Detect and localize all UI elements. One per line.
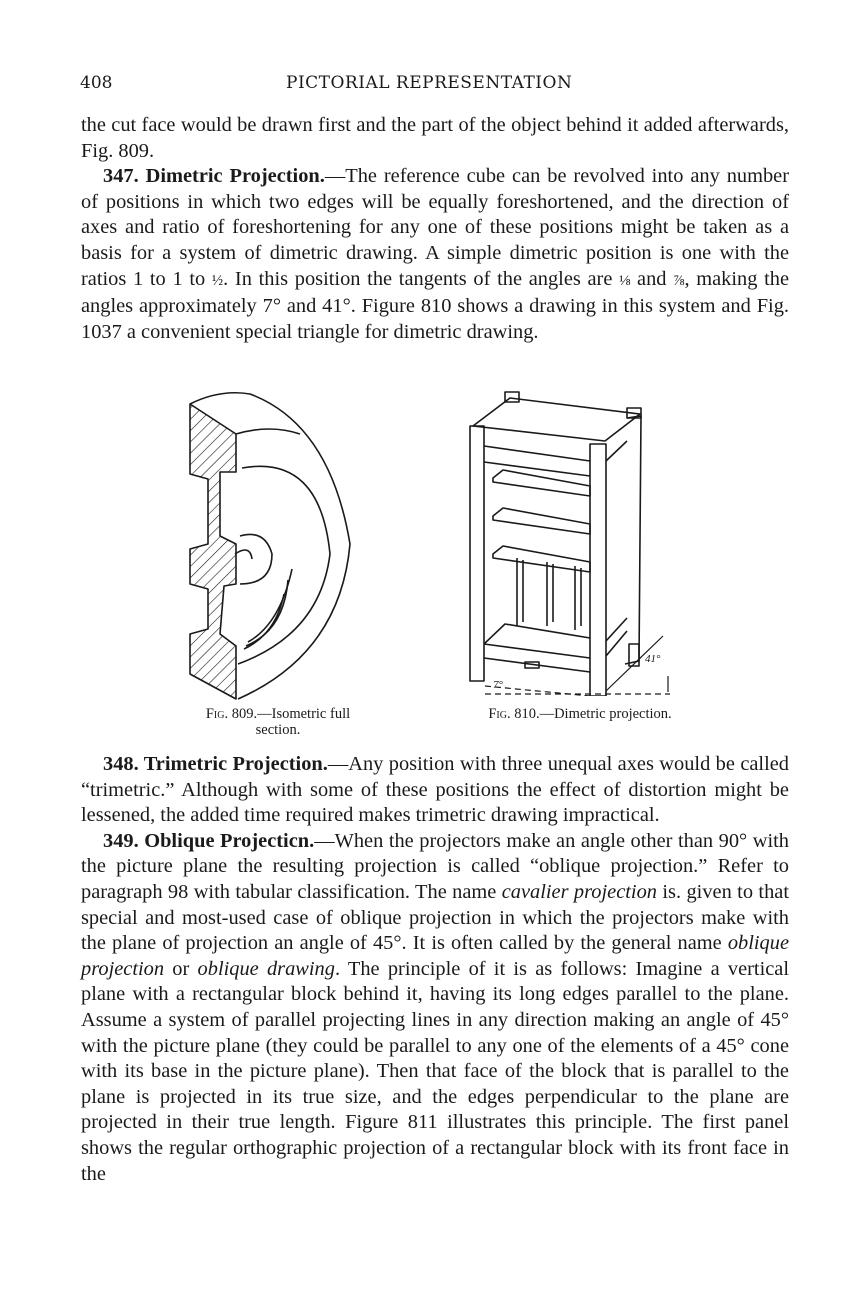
term-oblique-drawing: oblique drawing	[197, 957, 335, 980]
paragraph-347: 347. Dimetric Projection.—The reference cube can be revolved into any number of positions in which two edges will be equally foreshortened, and the direction of axes and ratio of foreshortening for any one of these positions might be taken as a basis for a system of dimetric drawing. A simple dimetric position is one with the ratios 1 to 1 to ½. In this position the tangents of the angles are ⅛ and ⅞, making the angles approximately 7° and 41°. Figure 810 shows a drawing in this system and Fig. 1037 a convenient special triangle for dimetric drawing.	[81, 165, 789, 343]
paragraph-348: 348. Trimetric Projection.—Any position with three unequal axes would be called “trimetric.” Although with some of these positions the effect of distortion might be lessened, the added time required makes trimetric drawing impractical.	[81, 753, 789, 827]
dimetric-shelf-drawing-icon	[465, 386, 685, 696]
svg-text:7°: 7°	[493, 679, 503, 691]
section-heading-349: 349. Oblique Projecticn.	[103, 829, 315, 852]
section-heading-348: 348. Trimetric Projection.	[103, 753, 328, 775]
intro-paragraph: the cut face would be drawn first and the part of the object behind it added afterwards, Fig. 809.	[81, 114, 789, 162]
term-cavalier-projection: cavalier projection	[501, 880, 657, 903]
figure-809-caption: Fig. 809.—Isometric full section.	[205, 706, 351, 738]
fraction-one-eighth: ⅛	[619, 272, 631, 289]
svg-text:41°: 41°	[645, 653, 661, 665]
figure-809-isometric-section	[180, 384, 360, 704]
isometric-section-drawing-icon	[180, 384, 360, 704]
figure-810-dimetric-shelf	[465, 386, 685, 696]
text-block-bottom	[81, 752, 789, 1187]
running-head: PICTORIAL REPRESENTATION	[286, 73, 573, 93]
fraction-half: ½	[211, 272, 224, 289]
page-number: 408	[80, 73, 113, 93]
text-block-top	[81, 113, 789, 345]
term-oblique-projection: oblique projection	[81, 932, 789, 980]
paragraph-349: 349. Oblique Projecticn.—When the projectors make an angle other than 90° with the picture plane the resulting projection is called “oblique projection.” Refer to paragraph 98 with tabular classification. The name cavalier projection is. given to that special and most-used case of oblique projection in which the projectors make with the plane of projection an angle of 45°. It is often called by the general name oblique projection or oblique drawing. The principle of it is as follows: Imagine a vertical plane with a rectangular block behind it, having its long edges parallel to the plane. Assume a system of parallel projecting lines in any direction making an angle of 45° with the picture plane (they could be parallel to any one of the elements of a 45° cone with its base in the picture plane). Then that face of the block that is parallel to the plane is projected in its true size, and the edges perpendicular to the plane are projected in their true length. Figure 811 illustrates this principle. The first panel shows the regular orthographic projection of a rectangular block with its front face in the	[81, 829, 789, 1185]
fraction-seven-eighths: ⅞	[673, 272, 685, 289]
page-header	[80, 73, 790, 97]
section-heading-347: 347. Dimetric Projection.	[103, 165, 325, 188]
figure-810-caption: Fig. 810.—Dimetric projection.	[488, 706, 672, 722]
